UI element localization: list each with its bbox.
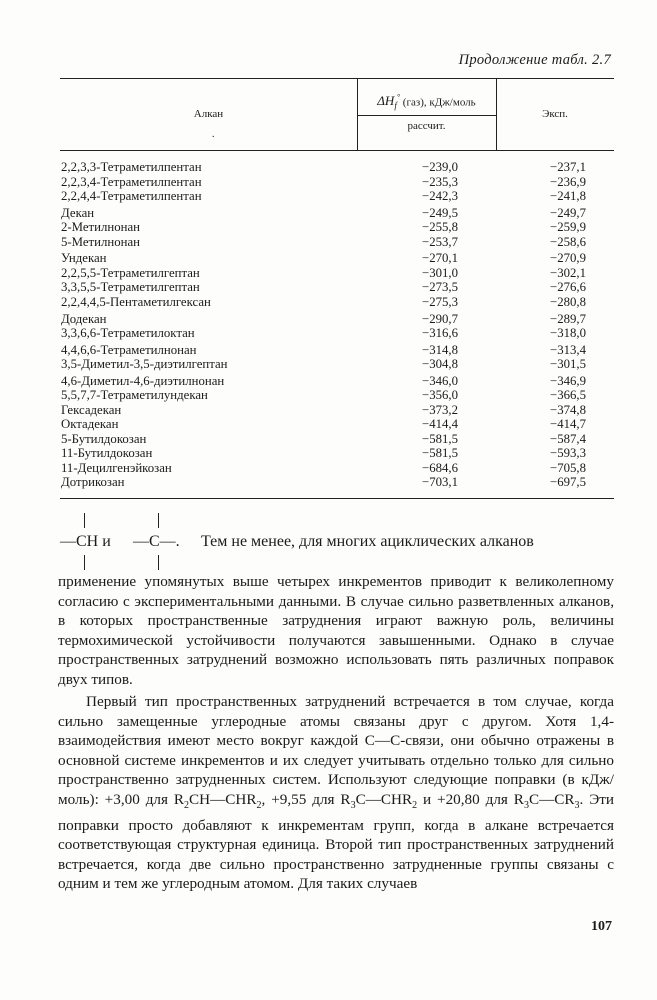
experimental-value: −236,9 [549, 174, 586, 189]
enthalpy-subscript: f [394, 100, 397, 111]
bond-tick [84, 513, 85, 528]
table-row [60, 326, 614, 341]
experimental-value: −258,6 [549, 234, 586, 249]
column-header-calculated: рассчит. [407, 120, 446, 132]
alkane-name: 4,4,6,6-Тетраметилнонан [61, 342, 197, 357]
table-row [60, 312, 614, 327]
alkane-name: Дотрикозан [61, 475, 125, 490]
experimental-value: −313,4 [549, 342, 586, 357]
table-row [60, 235, 614, 250]
paragraph-2: Первый тип пространственных затруднений встречается в том случае, когда сильно замещенные углеродные атомы связаны друг с другом. Хотя 1,4-взаимодействия имеют место вокруг каждой С—С-связи, они обычно отражены в основной системе инкрементов и их следует учитывать отдельно только для сильно пространственно затрудненных систем. Используют следующие поправки (в кДж/моль): +3,00 для $R_2CH—CHR_2$, +9,55 для $R_3C—CHR_2$ и +20,80 для $R_3C—CR_3$. Эти поправки просто добавляют к инкрементам групп, когда в алкане встречается соответствующая структурная единица. Второй тип пространственных затруднений встречается, когда две сильно пространственно затрудненные группы связаны с одним и тем же углеродным атомом. Для таких случаев [58, 693, 614, 893]
calculated-value: −304,8 [421, 357, 458, 372]
alkane-name: Ундекан [61, 251, 107, 266]
table-row [60, 220, 614, 235]
alkane-name: 2-Метилнонан [61, 220, 140, 235]
experimental-value: −259,9 [549, 220, 586, 235]
table-row [60, 295, 614, 310]
bond-tick [158, 555, 159, 570]
table-row [60, 175, 614, 190]
calculated-value: −239,0 [421, 160, 458, 174]
formula-r3c-chr2: $R_3C—CHR_2$ [340, 790, 418, 811]
experimental-value: −270,9 [549, 251, 586, 266]
table-row [60, 160, 614, 175]
calculated-value: −414,4 [421, 417, 458, 432]
formula-r2ch-chr2: $R_2CH—CHR_2$ [173, 790, 262, 811]
structural-fragment-line [58, 513, 614, 573]
alkane-name: 2,2,3,4-Тетраметилпентан [61, 174, 202, 189]
table-row [60, 280, 614, 295]
table-row [60, 189, 614, 204]
calculated-value: −684,6 [421, 460, 458, 475]
calculated-value: −314,8 [421, 342, 458, 357]
alkane-name: Додекан [61, 311, 107, 326]
alkane-name: 2,2,3,3-Тетраметилпентан [61, 160, 202, 174]
alkane-name: 11-Децилгенэйкозан [61, 460, 172, 475]
calculated-value: −235,3 [421, 174, 458, 189]
alkane-name: 3,3,6,6-Тетраметилоктан [61, 326, 195, 341]
experimental-value: −705,8 [549, 460, 586, 475]
table-row [60, 432, 614, 447]
ch-fragment: —CH и [60, 533, 111, 550]
calculated-value: −581,5 [421, 431, 458, 446]
experimental-value: −587,4 [549, 431, 586, 446]
calculated-value: −346,0 [421, 373, 458, 388]
experimental-value: −289,7 [549, 311, 586, 326]
calculated-value: −301,0 [421, 265, 458, 280]
table-continuation-header: Продолжение табл. 2.7 [458, 52, 611, 68]
calculated-value: −249,5 [421, 205, 458, 220]
table-row [60, 461, 614, 476]
alkane-name: 11-Бутилдокозан [61, 446, 153, 461]
experimental-value: −697,5 [549, 475, 586, 490]
enthalpy-table [60, 78, 614, 499]
table-header [60, 79, 614, 151]
column-header-enthalpy [357, 93, 496, 111]
experimental-value: −414,7 [549, 417, 586, 432]
column-header-alkane: Алкан [193, 108, 224, 120]
alkane-name: Октадекан [61, 417, 119, 432]
alkane-name: 2,2,4,4-Тетраметилпентан [61, 189, 202, 203]
alkane-name: 3,5-Диметил-3,5-диэтилгептан [61, 357, 228, 372]
calculated-value: −253,7 [421, 234, 458, 249]
table-row [60, 266, 614, 281]
calculated-value: −703,1 [421, 475, 458, 490]
experimental-value: −301,5 [549, 357, 586, 372]
table-body [60, 151, 614, 499]
experimental-value: −346,9 [549, 373, 586, 388]
calculated-value: −275,3 [421, 294, 458, 309]
calculated-value: −316,6 [421, 326, 458, 341]
calculated-value: −255,8 [421, 220, 458, 235]
enthalpy-unit: (газ), кДж/моль [402, 96, 476, 109]
experimental-value: −318,0 [549, 326, 586, 341]
paragraph-1: применение упомянутых выше четырех инкрементов приводит к великолепному согласию с экспериментальными данными. В случае сильно разветвленных алканов, в которых пространственные затруднения играют важную роль, величины термохимической устойчивости получаются завышенными. Однако в случае пространственных затруднений возможно использовать пять различных поправок двух типов. [58, 573, 614, 688]
experimental-value: −374,8 [549, 402, 586, 417]
formula-sentence: Тем не менее, для многих ациклических алканов [201, 533, 534, 550]
page-number: 107 [591, 919, 612, 934]
table-row [60, 251, 614, 266]
header-dot: . [212, 129, 215, 140]
table-row [60, 357, 614, 372]
calculated-value: −290,7 [421, 311, 458, 326]
alkane-name: 2,2,5,5-Тетраметилгептан [61, 265, 200, 280]
column-header-experimental: Эксп. [542, 108, 568, 120]
experimental-value: −241,8 [549, 189, 586, 203]
experimental-value: −249,7 [549, 205, 586, 220]
alkane-name: 2,2,4,4,5-Пентаметилгексан [61, 294, 211, 309]
alkane-name: 5-Метилнонан [61, 234, 140, 249]
c-fragment: —C—. [133, 533, 180, 550]
alkane-name: Гексадекан [61, 402, 122, 417]
alkane-name: Декан [61, 205, 95, 220]
experimental-value: −302,1 [549, 265, 586, 280]
experimental-value: −237,1 [549, 160, 586, 174]
experimental-value: −276,6 [549, 280, 586, 295]
enthalpy-symbol: ΔH [377, 93, 395, 109]
bond-tick [84, 555, 85, 570]
alkane-name: 5,5,7,7-Тетраметилундекан [61, 388, 208, 403]
experimental-value: −366,5 [549, 388, 586, 403]
calculated-value: −581,5 [421, 446, 458, 461]
enthalpy-superscript: ° [396, 93, 401, 102]
experimental-value: −593,3 [549, 446, 586, 461]
calculated-value: −373,2 [421, 402, 458, 417]
alkane-name: 3,3,5,5-Тетраметилгептан [61, 280, 200, 295]
table-row [60, 403, 614, 418]
table-row [60, 388, 614, 403]
bond-tick [158, 513, 159, 528]
table-row [60, 206, 614, 221]
calculated-value: −273,5 [421, 280, 458, 295]
table-row [60, 446, 614, 461]
formula-r3c-cr3: $R_3C—CR_3$ [513, 790, 580, 811]
subheader-rule [357, 115, 496, 116]
calculated-value: −356,0 [421, 388, 458, 403]
alkane-name: 5-Бутилдокозан [61, 431, 147, 446]
table-row [60, 417, 614, 432]
experimental-value: −280,8 [549, 294, 586, 309]
calculated-value: −270,1 [421, 251, 458, 266]
table-row [60, 343, 614, 358]
table-row [60, 374, 614, 389]
alkane-name: 4,6-Диметил-4,6-диэтилнонан [61, 373, 225, 388]
calculated-value: −242,3 [421, 189, 458, 203]
table-row [60, 475, 614, 490]
